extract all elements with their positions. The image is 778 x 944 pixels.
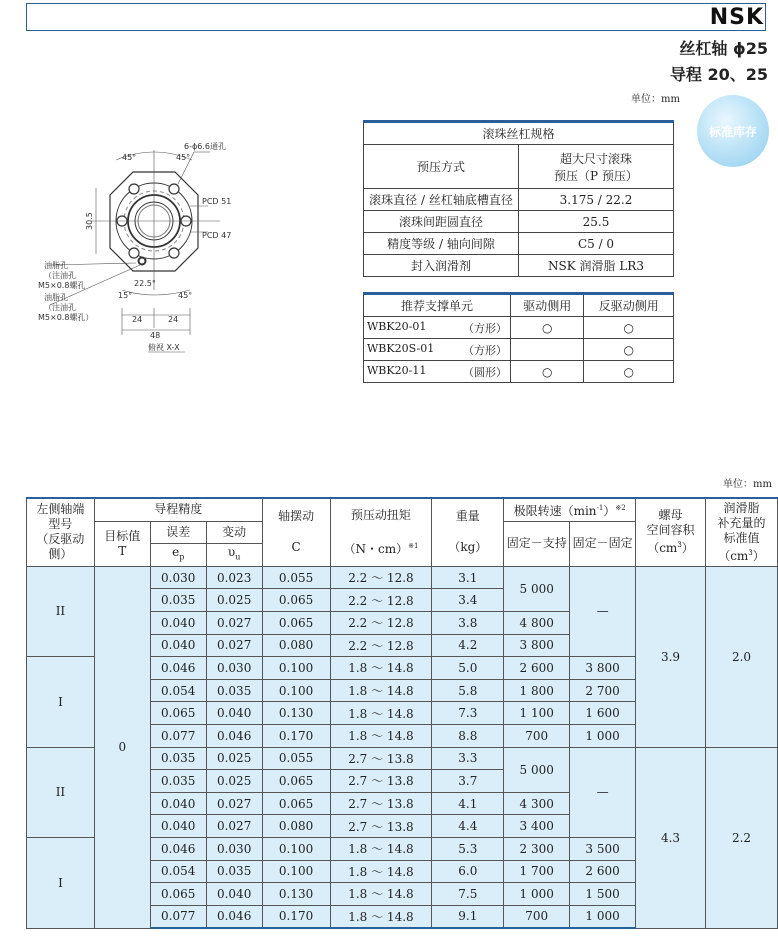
variation-cell: 0.027 bbox=[206, 611, 262, 634]
error-cell: 0.035 bbox=[150, 747, 206, 770]
model-type: II bbox=[27, 747, 95, 837]
runout-cell: 0.100 bbox=[262, 657, 330, 680]
runout-cell: 0.100 bbox=[262, 837, 330, 860]
header-line: 左侧轴端 bbox=[36, 502, 85, 517]
speed-fs-cell: 3 400 bbox=[504, 815, 570, 838]
support-header: 驱动侧用 bbox=[511, 294, 584, 317]
grease-cell: 2.0 bbox=[705, 566, 777, 747]
variation-cell: 0.025 bbox=[206, 589, 262, 612]
col-header-runout bbox=[262, 498, 330, 566]
torque-cell: 1.8 ～ 14.8 bbox=[330, 905, 432, 928]
header-bar bbox=[26, 3, 766, 31]
spec-value: NSK 润滑脂 LR3 bbox=[519, 255, 674, 277]
pcd-label: PCD 47 bbox=[202, 231, 232, 240]
model-type: II bbox=[27, 566, 95, 656]
header-note: ※1 bbox=[408, 541, 419, 550]
grease-cell: 2.2 bbox=[705, 747, 777, 928]
weight-cell: 3.8 bbox=[432, 611, 504, 634]
speed-fs-cell: 1 100 bbox=[504, 702, 570, 725]
model-code: WBK20-01 bbox=[367, 319, 427, 333]
reverse-mark: ○ bbox=[584, 361, 674, 383]
col-header-error: 误差 bbox=[150, 521, 206, 544]
torque-cell: 1.8 ～ 14.8 bbox=[330, 657, 432, 680]
speed-fs-cell: 700 bbox=[504, 724, 570, 747]
runout-cell: 0.130 bbox=[262, 883, 330, 906]
mount-hole bbox=[169, 248, 179, 258]
header-unit: （cm bbox=[647, 541, 678, 556]
speed-fs-cell: 1 700 bbox=[504, 860, 570, 883]
error-cell: 0.046 bbox=[150, 837, 206, 860]
runout-cell: 0.055 bbox=[262, 747, 330, 770]
header-sup: 3 bbox=[677, 541, 682, 550]
drive-mark: ○ bbox=[511, 361, 584, 383]
header-text: 极限转速（min bbox=[513, 503, 597, 518]
header-line: 重量 bbox=[455, 509, 480, 524]
weight-cell: 3.4 bbox=[432, 589, 504, 612]
weight-cell: 4.2 bbox=[432, 634, 504, 657]
spec-table-title: 滚珠丝杠规格 bbox=[364, 122, 674, 145]
weight-cell: 3.7 bbox=[432, 770, 504, 793]
drive-mark bbox=[511, 339, 584, 361]
runout-cell: 0.170 bbox=[262, 724, 330, 747]
weight-cell: 5.0 bbox=[432, 657, 504, 680]
model-code: WBK20S-01 bbox=[367, 341, 435, 355]
angle-label: 45° bbox=[178, 291, 193, 300]
model-shape: （圆形） bbox=[463, 365, 507, 379]
runout-cell: 0.130 bbox=[262, 702, 330, 725]
spec-value: 25.5 bbox=[519, 211, 674, 233]
variation-cell: 0.040 bbox=[206, 883, 262, 906]
variation-cell: 0.046 bbox=[206, 724, 262, 747]
torque-cell: 2.7 ～ 13.8 bbox=[330, 747, 432, 770]
error-cell: 0.040 bbox=[150, 792, 206, 815]
error-cell: 0.040 bbox=[150, 815, 206, 838]
speed-fs-cell: 4 300 bbox=[504, 792, 570, 815]
speed-fs-cell: 3 800 bbox=[504, 634, 570, 657]
weight-cell: 3.1 bbox=[432, 566, 504, 589]
runout-cell: 0.080 bbox=[262, 815, 330, 838]
error-cell: 0.077 bbox=[150, 905, 206, 928]
error-cell: 0.054 bbox=[150, 860, 206, 883]
spec-value: C5 / 0 bbox=[519, 233, 674, 255]
angle-label: 45° bbox=[122, 153, 137, 162]
variation-cell: 0.025 bbox=[206, 770, 262, 793]
error-cell: 0.065 bbox=[150, 883, 206, 906]
torque-cell: 1.8 ～ 14.8 bbox=[330, 883, 432, 906]
torque-cell: 1.8 ～ 14.8 bbox=[330, 837, 432, 860]
col-header-weight bbox=[432, 498, 504, 566]
spec-label: 滚珠直径 / 丝杠轴底槽直径 bbox=[364, 189, 519, 211]
header-sub: u bbox=[235, 552, 241, 562]
speed-fs-cell: 5 000 bbox=[504, 566, 570, 611]
oil-hole-label: M5×0.8螺孔 bbox=[38, 281, 86, 290]
header-line: 型号 bbox=[48, 517, 73, 532]
error-cell: 0.035 bbox=[150, 770, 206, 793]
header-line: 螺母 bbox=[658, 508, 683, 523]
dimension-label: 24 bbox=[132, 315, 143, 324]
speed-ff-cell: — bbox=[570, 747, 636, 837]
variation-cell: 0.035 bbox=[206, 679, 262, 702]
mount-hole bbox=[129, 184, 139, 194]
torque-cell: 1.8 ～ 14.8 bbox=[330, 724, 432, 747]
brand-logo: NSK bbox=[709, 5, 764, 30]
header-line: （kg） bbox=[448, 540, 488, 555]
standard-stock-badge: 标准库存 bbox=[697, 95, 769, 167]
speed-fs-cell: 1 800 bbox=[504, 679, 570, 702]
variation-cell: 0.025 bbox=[206, 747, 262, 770]
reverse-mark: ○ bbox=[584, 317, 674, 339]
oil-hole-label: M5×0.8螺孔） bbox=[38, 313, 94, 322]
speed-ff-cell: 1 500 bbox=[570, 883, 636, 906]
model-type: I bbox=[27, 657, 95, 747]
weight-cell: 4.1 bbox=[432, 792, 504, 815]
speed-ff-cell: 1 000 bbox=[570, 905, 636, 928]
col-header-grease bbox=[705, 498, 777, 566]
speed-ff-cell: 3 800 bbox=[570, 657, 636, 680]
error-cell: 0.040 bbox=[150, 611, 206, 634]
variation-cell: 0.046 bbox=[206, 905, 262, 928]
error-cell: 0.035 bbox=[150, 589, 206, 612]
header-unit: （N・cm） bbox=[343, 541, 409, 556]
table-row bbox=[27, 566, 778, 589]
torque-cell: 2.7 ～ 13.8 bbox=[330, 770, 432, 793]
header-line: 润滑脂 bbox=[723, 500, 760, 515]
weight-cell: 5.8 bbox=[432, 679, 504, 702]
col-header-lead-accuracy: 导程精度 bbox=[94, 498, 262, 521]
runout-cell: 0.065 bbox=[262, 792, 330, 815]
weight-cell: 7.5 bbox=[432, 883, 504, 906]
speed-fs-cell: 2 300 bbox=[504, 837, 570, 860]
error-cell: 0.054 bbox=[150, 679, 206, 702]
torque-cell: 1.8 ～ 14.8 bbox=[330, 860, 432, 883]
torque-cell: 2.2 ～ 12.8 bbox=[330, 611, 432, 634]
holes-label: 6-ϕ6.6通孔 bbox=[184, 142, 226, 151]
runout-cell: 0.055 bbox=[262, 566, 330, 589]
variation-cell: 0.027 bbox=[206, 634, 262, 657]
runout-cell: 0.065 bbox=[262, 770, 330, 793]
variation-cell: 0.030 bbox=[206, 657, 262, 680]
dimension-label: 30.5 bbox=[85, 212, 94, 230]
speed-ff-cell: 1 600 bbox=[570, 702, 636, 725]
angle-label: 22.5° bbox=[134, 279, 156, 288]
header-unit: （cm bbox=[718, 548, 749, 563]
angle-label: 45° bbox=[176, 153, 191, 162]
spec-label: 封入润滑剂 bbox=[364, 255, 519, 277]
pcd-label: PCD 51 bbox=[202, 197, 232, 206]
header-line: （反驱动侧） bbox=[36, 532, 85, 562]
oil-hole-label: 油脂孔 bbox=[44, 293, 68, 302]
support-model bbox=[364, 339, 511, 361]
drive-mark: ○ bbox=[511, 317, 584, 339]
mount-hole bbox=[169, 184, 179, 194]
header-line: 轴摆动 bbox=[278, 509, 315, 524]
weight-cell: 3.3 bbox=[432, 747, 504, 770]
error-cell: 0.046 bbox=[150, 657, 206, 680]
weight-cell: 7.3 bbox=[432, 702, 504, 725]
header-line: 空间容积 bbox=[646, 523, 695, 538]
weight-cell: 5.3 bbox=[432, 837, 504, 860]
weight-cell: 4.4 bbox=[432, 815, 504, 838]
spec-label: 预压方式 bbox=[364, 145, 519, 189]
nut-volume-cell: 4.3 bbox=[636, 747, 706, 928]
variation-cell: 0.027 bbox=[206, 815, 262, 838]
speed-ff-cell: — bbox=[570, 566, 636, 656]
oil-hole-label: （注油孔 bbox=[44, 271, 76, 280]
header-line: T bbox=[118, 543, 127, 558]
model-shape: （方形） bbox=[463, 321, 507, 335]
spec-value bbox=[519, 145, 674, 189]
header-line: 预压动扭矩 bbox=[350, 507, 411, 522]
nut-volume-cell: 3.9 bbox=[636, 566, 706, 747]
support-header: 反驱动侧用 bbox=[584, 294, 674, 317]
variation-cell: 0.040 bbox=[206, 702, 262, 725]
torque-cell: 1.8 ～ 14.8 bbox=[330, 679, 432, 702]
speed-fs-cell: 1 000 bbox=[504, 883, 570, 906]
runout-cell: 0.065 bbox=[262, 589, 330, 612]
col-header-fixed-support: 固定－支持 bbox=[504, 521, 570, 566]
speed-ff-cell: 1 000 bbox=[570, 724, 636, 747]
model-code: WBK20-11 bbox=[367, 363, 427, 377]
speed-ff-cell: 2 700 bbox=[570, 679, 636, 702]
variation-cell: 0.035 bbox=[206, 860, 262, 883]
support-unit-table bbox=[363, 292, 674, 383]
header-unit: ） bbox=[681, 541, 694, 556]
spec-value: 3.175 / 22.2 bbox=[519, 189, 674, 211]
header-line: 补充量的 bbox=[717, 515, 766, 530]
mount-hole bbox=[129, 248, 139, 258]
support-model bbox=[364, 361, 511, 383]
support-header: 推荐支撑单元 bbox=[364, 294, 511, 317]
col-header-target bbox=[94, 521, 150, 566]
torque-cell: 1.8 ～ 14.8 bbox=[330, 702, 432, 725]
header-line: 标准值 bbox=[723, 530, 760, 545]
ball-screw-data-table bbox=[26, 497, 778, 929]
weight-cell: 9.1 bbox=[432, 905, 504, 928]
runout-cell: 0.080 bbox=[262, 634, 330, 657]
spec-label: 滚珠间距圆直径 bbox=[364, 211, 519, 233]
view-label: 俯视 X-X bbox=[148, 343, 180, 352]
spec-label: 精度等级 / 轴向间隙 bbox=[364, 233, 519, 255]
col-header-variation: 变动 bbox=[206, 521, 262, 544]
oil-hole-label: （注油孔 bbox=[44, 303, 76, 312]
weight-cell: 8.8 bbox=[432, 724, 504, 747]
speed-fs-cell: 4 800 bbox=[504, 611, 570, 634]
nut-flange-drawing bbox=[30, 140, 260, 365]
header-note: ※2 bbox=[615, 503, 626, 512]
speed-fs-cell: 700 bbox=[504, 905, 570, 928]
header-sup: 3 bbox=[748, 548, 753, 557]
header-line: 目标值 bbox=[104, 528, 141, 543]
error-cell: 0.030 bbox=[150, 566, 206, 589]
variation-cell: 0.023 bbox=[206, 566, 262, 589]
page-title-shaft: 丝杠轴 ϕ25 bbox=[679, 39, 768, 58]
target-value: 0 bbox=[94, 566, 150, 928]
unit-label: 单位：mm bbox=[631, 94, 680, 105]
speed-ff-cell: 3 500 bbox=[570, 837, 636, 860]
error-cell: 0.065 bbox=[150, 702, 206, 725]
variation-cell: 0.027 bbox=[206, 792, 262, 815]
reverse-mark: ○ bbox=[584, 339, 674, 361]
error-cell: 0.077 bbox=[150, 724, 206, 747]
weight-cell: 6.0 bbox=[432, 860, 504, 883]
header-text: ） bbox=[603, 503, 616, 518]
header-sym: e bbox=[172, 545, 180, 560]
col-header-variation-sym bbox=[206, 544, 262, 567]
torque-cell: 2.2 ～ 12.8 bbox=[330, 589, 432, 612]
dimension-label: 48 bbox=[150, 331, 161, 340]
support-model bbox=[364, 317, 511, 339]
col-header-nut-volume bbox=[636, 498, 706, 566]
runout-cell: 0.170 bbox=[262, 905, 330, 928]
torque-cell: 2.2 ～ 12.8 bbox=[330, 634, 432, 657]
error-cell: 0.040 bbox=[150, 634, 206, 657]
dimension-label: 24 bbox=[168, 315, 179, 324]
unit-label: 单位：mm bbox=[723, 479, 772, 490]
header-sub: p bbox=[179, 552, 185, 562]
col-header-torque bbox=[330, 498, 432, 566]
angle-label: 15° bbox=[118, 291, 133, 300]
model-type: I bbox=[27, 837, 95, 928]
header-unit: ） bbox=[752, 548, 765, 563]
spec-value-line: 超大尺寸滚珠 bbox=[559, 151, 632, 166]
runout-cell: 0.100 bbox=[262, 860, 330, 883]
torque-cell: 2.7 ～ 13.8 bbox=[330, 792, 432, 815]
grease-hole bbox=[139, 258, 146, 265]
header-sym: υ bbox=[227, 545, 236, 560]
torque-cell: 2.7 ～ 13.8 bbox=[330, 815, 432, 838]
col-header-speed bbox=[504, 498, 636, 521]
col-header-fixed-fixed: 固定－固定 bbox=[570, 521, 636, 566]
page-title-lead: 导程 20、25 bbox=[669, 65, 768, 84]
speed-fs-cell: 2 600 bbox=[504, 657, 570, 680]
speed-ff-cell: 2 600 bbox=[570, 860, 636, 883]
header-sup: -1 bbox=[596, 503, 604, 512]
variation-cell: 0.030 bbox=[206, 837, 262, 860]
ball-screw-spec-table bbox=[363, 120, 674, 277]
torque-cell: 2.2 ～ 12.8 bbox=[330, 566, 432, 589]
runout-cell: 0.100 bbox=[262, 679, 330, 702]
col-header-error-sym bbox=[150, 544, 206, 567]
speed-fs-cell: 5 000 bbox=[504, 747, 570, 792]
spec-value-line: 预压（P 预压） bbox=[554, 168, 638, 183]
header-line: C bbox=[291, 540, 301, 555]
oil-hole-label: 油脂孔 bbox=[44, 261, 68, 270]
col-header-model bbox=[27, 498, 95, 566]
runout-cell: 0.065 bbox=[262, 611, 330, 634]
model-shape: （方形） bbox=[463, 343, 507, 357]
